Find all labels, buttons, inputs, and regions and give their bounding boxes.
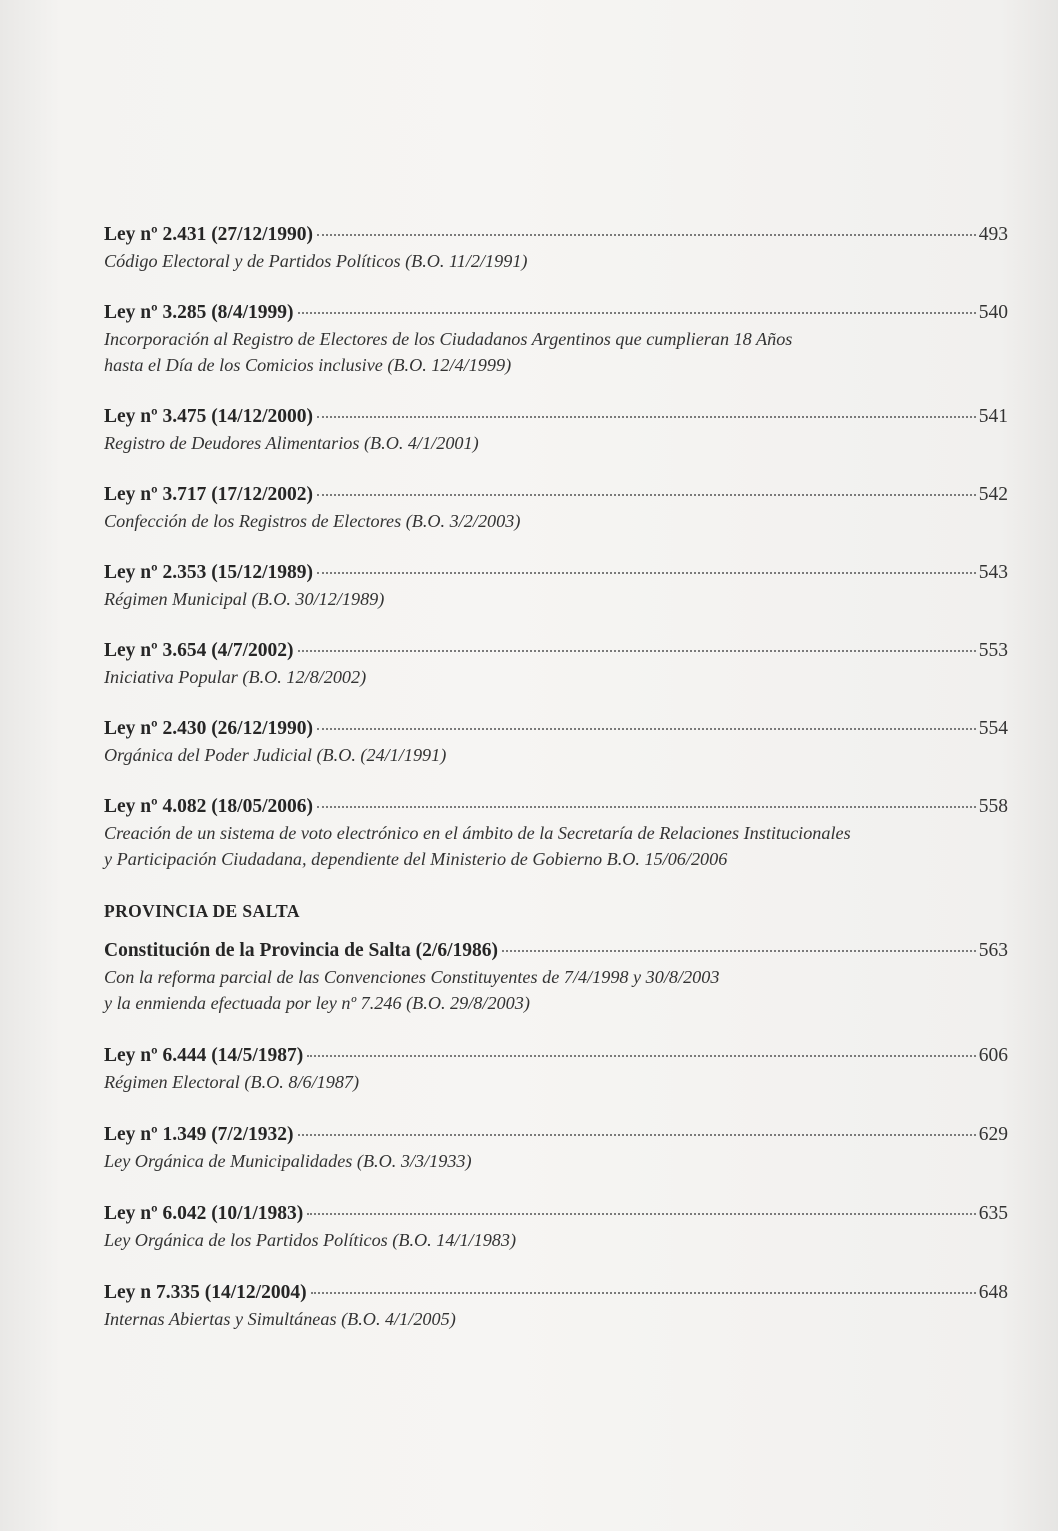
law-description-line: Internas Abiertas y Simultáneas (B.O. 4/1/2005) xyxy=(104,1309,456,1329)
law-description-line: Ley Orgánica de los Partidos Políticos (B.O. 14/1/1983) xyxy=(104,1230,517,1250)
law-description-line: y Participación Ciudadana, dependiente del Ministerio de Gobierno B.O. 15/06/2006 xyxy=(104,849,728,869)
toc-entry-title-row xyxy=(104,794,1008,820)
law-title: Ley nº 3.475 (14/12/2000) xyxy=(104,406,314,427)
dot-leader xyxy=(298,312,976,314)
law-title: Ley n 7.335 (14/12/2004) xyxy=(104,1282,307,1303)
law-title: Ley nº 3.654 (4/7/2002) xyxy=(104,640,294,661)
page-number: 554 xyxy=(978,718,1008,739)
toc-entry-title-row xyxy=(104,938,1008,964)
toc-entry-title-row xyxy=(104,1201,1008,1227)
toc-entry xyxy=(104,794,1008,872)
toc-entry xyxy=(104,300,1008,378)
toc-entry xyxy=(104,404,1008,456)
law-title: Ley nº 1.349 (7/2/1932) xyxy=(104,1124,294,1145)
law-description-line: Código Electoral y de Partidos Políticos (B.O. 11/2/1991) xyxy=(104,251,528,271)
toc-entry-title-row xyxy=(104,560,1008,586)
toc-entry-title-row xyxy=(104,1122,1008,1148)
toc-group-provincia-previous xyxy=(104,222,1008,872)
dot-leader xyxy=(307,1213,975,1215)
law-description-line: Creación de un sistema de voto electrónico en el ámbito de la Secretaría de Relaciones Institucionales xyxy=(104,823,851,843)
page-number: 493 xyxy=(978,224,1008,245)
law-description-line: Registro de Deudores Alimentarios (B.O. 4/1/2001) xyxy=(104,433,479,453)
page-number: 540 xyxy=(978,302,1008,323)
law-title: Ley nº 3.285 (8/4/1999) xyxy=(104,302,294,323)
section-heading-salta: PROVINCIA DE SALTA xyxy=(104,901,300,921)
law-title: Ley nº 6.042 (10/1/1983) xyxy=(104,1203,304,1224)
toc-entry xyxy=(104,638,1008,690)
toc-entry-title-row xyxy=(104,300,1008,326)
toc-entry xyxy=(104,222,1008,274)
law-description-line: Orgánica del Poder Judicial (B.O. (24/1/1991) xyxy=(104,745,447,765)
toc-entry xyxy=(104,560,1008,612)
toc-entry-title-row xyxy=(104,638,1008,664)
toc-entry-title-row xyxy=(104,222,1008,248)
law-description-line: Incorporación al Registro de Electores de los Ciudadanos Argentinos que cumplieran 18 Años xyxy=(104,329,793,349)
law-description-line: y la enmienda efectuada por ley nº 7.246 (B.O. 29/8/2003) xyxy=(104,993,530,1013)
law-description-line: Con la reforma parcial de las Convenciones Constituyentes de 7/4/1998 y 30/8/2003 xyxy=(104,967,720,987)
law-title: Ley nº 2.353 (15/12/1989) xyxy=(104,562,314,583)
page-number: 543 xyxy=(978,562,1008,583)
law-description-line: hasta el Día de los Comicios inclusive (B.O. 12/4/1999) xyxy=(104,355,512,375)
toc-entry xyxy=(104,1043,1008,1095)
dot-leader xyxy=(317,234,976,236)
page-number: 563 xyxy=(978,940,1008,961)
law-description-line: Confección de los Registros de Electores (B.O. 3/2/2003) xyxy=(104,511,521,531)
dot-leader xyxy=(317,494,976,496)
page-number: 648 xyxy=(978,1282,1008,1303)
toc-entry xyxy=(104,938,1008,1016)
toc-entry-title-row xyxy=(104,1043,1008,1069)
toc-entry xyxy=(104,1201,1008,1253)
toc-entry-title-row xyxy=(104,482,1008,508)
page-number: 558 xyxy=(978,796,1008,817)
dot-leader xyxy=(311,1292,976,1294)
toc-entry-title-row xyxy=(104,716,1008,742)
law-description-line: Régimen Municipal (B.O. 30/12/1989) xyxy=(104,589,385,609)
toc-group-provincia-salta xyxy=(104,938,1008,1332)
law-title: Ley nº 3.717 (17/12/2002) xyxy=(104,484,314,505)
page-number: 541 xyxy=(978,406,1008,427)
toc-entry xyxy=(104,1122,1008,1174)
dot-leader xyxy=(298,650,976,652)
dot-leader xyxy=(317,806,976,808)
dot-leader xyxy=(317,728,976,730)
law-description-line: Régimen Electoral (B.O. 8/6/1987) xyxy=(104,1072,360,1092)
page-number: 635 xyxy=(978,1203,1008,1224)
toc-entry xyxy=(104,716,1008,768)
law-description-line: Iniciativa Popular (B.O. 12/8/2002) xyxy=(104,667,367,687)
law-title: Ley nº 4.082 (18/05/2006) xyxy=(104,796,314,817)
dot-leader xyxy=(317,416,976,418)
toc-entry-title-row xyxy=(104,1280,1008,1306)
law-description-line: Ley Orgánica de Municipalidades (B.O. 3/3/1933) xyxy=(104,1151,472,1171)
law-title: Ley nº 6.444 (14/5/1987) xyxy=(104,1045,304,1066)
dot-leader xyxy=(502,950,976,952)
page-number: 553 xyxy=(978,640,1008,661)
toc-entry xyxy=(104,1280,1008,1332)
page-number: 606 xyxy=(978,1045,1008,1066)
toc-entry xyxy=(104,482,1008,534)
page-number: 542 xyxy=(978,484,1008,505)
toc-entry-title-row xyxy=(104,404,1008,430)
dot-leader xyxy=(317,572,976,574)
law-title: Constitución de la Provincia de Salta (2/6/1986) xyxy=(104,940,498,961)
dot-leader xyxy=(307,1055,975,1057)
law-title: Ley nº 2.430 (26/12/1990) xyxy=(104,718,314,739)
page-number: 629 xyxy=(978,1124,1008,1145)
table-of-contents xyxy=(104,222,1008,1359)
dot-leader xyxy=(298,1134,976,1136)
law-title: Ley nº 2.431 (27/12/1990) xyxy=(104,224,314,245)
